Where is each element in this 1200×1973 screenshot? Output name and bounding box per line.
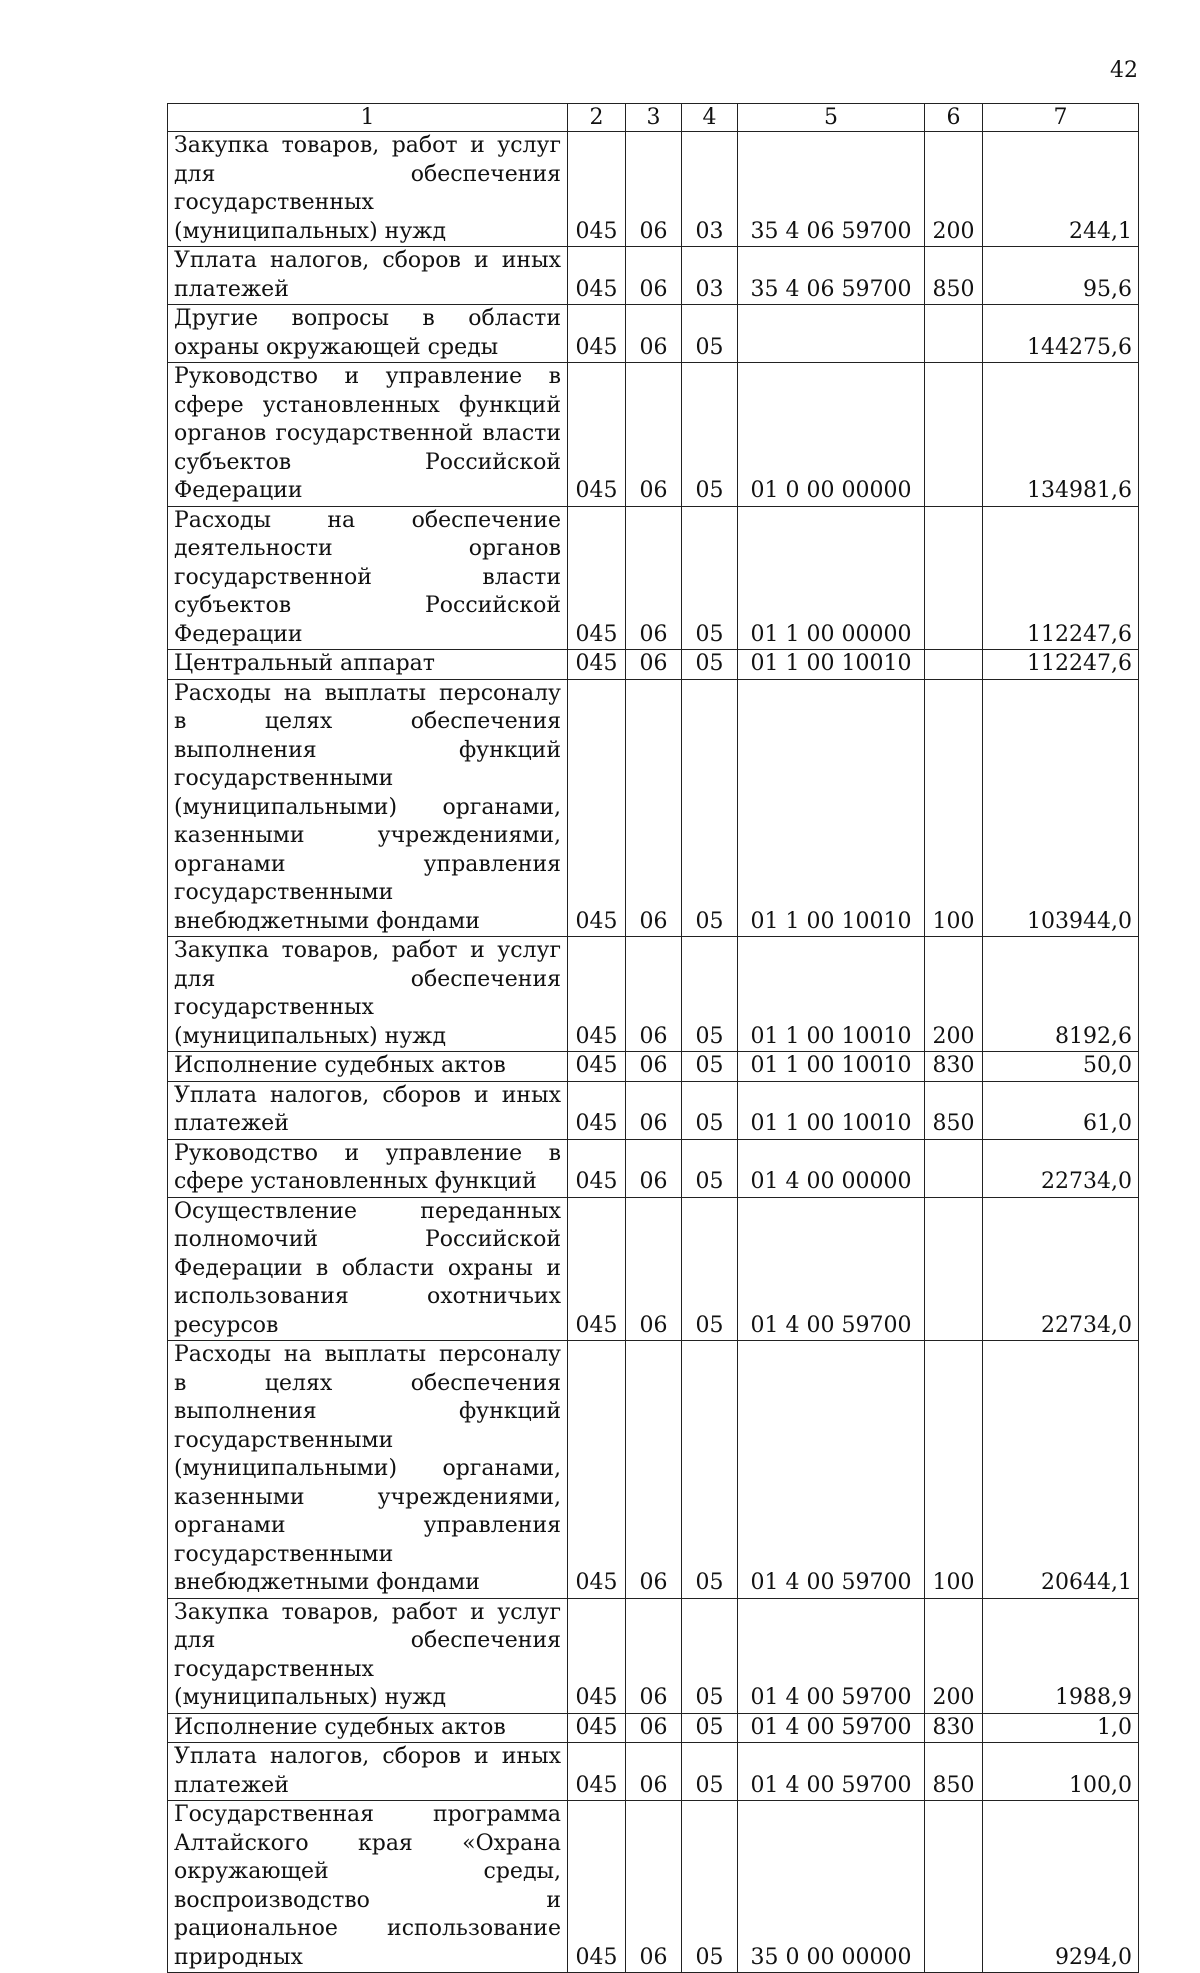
row-target-article: 01 1 00 10010 [738,1081,925,1139]
row-name: Уплата налогов, сборов и иных платежей [168,1743,568,1801]
row-name: Закупка товаров, работ и услуг для обеспечения государственных (муниципальных) нужд [168,937,568,1052]
row-admin-code: 045 [568,132,626,247]
row-expense-type: 200 [925,1598,983,1713]
row-section-code: 06 [626,305,682,363]
row-section-code: 06 [626,937,682,1052]
row-admin-code: 045 [568,1341,626,1599]
row-section-code: 06 [626,1341,682,1599]
row-expense-type [925,506,983,650]
row-name: Закупка товаров, работ и услуг для обеспечения государственных (муниципальных) нужд [168,132,568,247]
row-amount: 8192,6 [983,937,1139,1052]
row-section-code: 06 [626,1197,682,1341]
row-expense-type: 830 [925,1052,983,1082]
row-subsection-code: 03 [682,247,738,305]
row-amount: 22734,0 [983,1197,1139,1341]
row-target-article: 01 4 00 59700 [738,1598,925,1713]
table-row [168,363,1139,507]
row-target-article: 01 1 00 00000 [738,506,925,650]
row-subsection-code: 05 [682,1081,738,1139]
row-expense-type: 200 [925,937,983,1052]
row-admin-code: 045 [568,937,626,1052]
row-name: Исполнение судебных актов [168,1052,568,1082]
table-row [168,506,1139,650]
header-col-6: 6 [925,104,983,132]
row-amount: 112247,6 [983,506,1139,650]
row-admin-code: 045 [568,1598,626,1713]
row-section-code: 06 [626,1081,682,1139]
table-row [168,1801,1139,1973]
row-subsection-code: 05 [682,506,738,650]
row-amount: 244,1 [983,132,1139,247]
table-row [168,1743,1139,1801]
row-subsection-code: 05 [682,1139,738,1197]
row-expense-type: 850 [925,1743,983,1801]
row-section-code: 06 [626,1139,682,1197]
row-admin-code: 045 [568,305,626,363]
row-amount: 22734,0 [983,1139,1139,1197]
table-row [168,1341,1139,1599]
row-expense-type [925,363,983,507]
row-amount: 144275,6 [983,305,1139,363]
row-target-article: 35 0 00 00000 [738,1801,925,1973]
row-section-code: 06 [626,1743,682,1801]
row-expense-type [925,1801,983,1973]
row-name: Расходы на обеспечение деятельности органов государственной власти субъектов Российской Федерации [168,506,568,650]
row-expense-type: 850 [925,1081,983,1139]
row-admin-code: 045 [568,1052,626,1082]
row-admin-code: 045 [568,1743,626,1801]
row-expense-type: 830 [925,1713,983,1743]
row-expense-type: 100 [925,679,983,937]
row-subsection-code: 05 [682,650,738,680]
row-target-article: 01 4 00 59700 [738,1743,925,1801]
table-row [168,247,1139,305]
page-number: 42 [1110,58,1138,83]
row-subsection-code: 05 [682,363,738,507]
row-subsection-code: 03 [682,132,738,247]
row-target-article: 01 0 00 00000 [738,363,925,507]
row-section-code: 06 [626,363,682,507]
table-row [168,305,1139,363]
table-row [168,650,1139,680]
row-expense-type: 100 [925,1341,983,1599]
row-section-code: 06 [626,679,682,937]
row-subsection-code: 05 [682,305,738,363]
row-admin-code: 045 [568,650,626,680]
header-col-2: 2 [568,104,626,132]
header-col-7: 7 [983,104,1139,132]
row-subsection-code: 05 [682,1743,738,1801]
table-row [168,1052,1139,1082]
row-target-article [738,305,925,363]
row-amount: 95,6 [983,247,1139,305]
row-admin-code: 045 [568,1801,626,1973]
row-target-article: 01 4 00 59700 [738,1197,925,1341]
row-target-article: 01 1 00 10010 [738,1052,925,1082]
row-subsection-code: 05 [682,1197,738,1341]
row-name: Уплата налогов, сборов и иных платежей [168,247,568,305]
row-section-code: 06 [626,1801,682,1973]
row-expense-type: 850 [925,247,983,305]
row-admin-code: 045 [568,363,626,507]
table-row [168,132,1139,247]
row-admin-code: 045 [568,1713,626,1743]
row-section-code: 06 [626,1052,682,1082]
row-name: Государственная программа Алтайского края «Охрана окружающей среды, воспроизводство и рациональное использование природных [168,1801,568,1973]
row-target-article: 01 1 00 10010 [738,650,925,680]
row-subsection-code: 05 [682,937,738,1052]
row-target-article: 01 4 00 00000 [738,1139,925,1197]
header-col-4: 4 [682,104,738,132]
table-row [168,1081,1139,1139]
row-name: Расходы на выплаты персоналу в целях обеспечения выполнения функций государственными (муниципальными) органами, казенными учреждениями, органами управления государственными внебюджетными фондами [168,1341,568,1599]
row-expense-type [925,650,983,680]
row-amount: 20644,1 [983,1341,1139,1599]
row-amount: 9294,0 [983,1801,1139,1973]
row-subsection-code: 05 [682,679,738,937]
header-col-5: 5 [738,104,925,132]
row-amount: 50,0 [983,1052,1139,1082]
row-name: Исполнение судебных актов [168,1713,568,1743]
row-section-code: 06 [626,247,682,305]
budget-table [167,103,1139,1973]
row-amount: 61,0 [983,1081,1139,1139]
row-subsection-code: 05 [682,1052,738,1082]
table-row [168,679,1139,937]
row-expense-type [925,1139,983,1197]
row-amount: 1,0 [983,1713,1139,1743]
row-target-article: 35 4 06 59700 [738,132,925,247]
row-name: Уплата налогов, сборов и иных платежей [168,1081,568,1139]
row-admin-code: 045 [568,247,626,305]
row-name: Центральный аппарат [168,650,568,680]
row-subsection-code: 05 [682,1801,738,1973]
row-subsection-code: 05 [682,1598,738,1713]
header-col-1: 1 [168,104,568,132]
header-col-3: 3 [626,104,682,132]
row-subsection-code: 05 [682,1341,738,1599]
row-admin-code: 045 [568,679,626,937]
row-expense-type [925,1197,983,1341]
row-name: Осуществление переданных полномочий Российской Федерации в области охраны и использования охотничьих ресурсов [168,1197,568,1341]
row-name: Закупка товаров, работ и услуг для обеспечения государственных (муниципальных) нужд [168,1598,568,1713]
row-admin-code: 045 [568,1081,626,1139]
row-name: Другие вопросы в области охраны окружающей среды [168,305,568,363]
row-amount: 134981,6 [983,363,1139,507]
row-target-article: 01 1 00 10010 [738,679,925,937]
row-target-article: 01 4 00 59700 [738,1341,925,1599]
row-amount: 100,0 [983,1743,1139,1801]
table-row [168,1713,1139,1743]
row-amount: 112247,6 [983,650,1139,680]
row-section-code: 06 [626,1713,682,1743]
row-section-code: 06 [626,650,682,680]
row-name: Расходы на выплаты персоналу в целях обеспечения выполнения функций государственными (муниципальными) органами, казенными учреждениями, органами управления государственными внебюджетными фондами [168,679,568,937]
row-section-code: 06 [626,1598,682,1713]
row-target-article: 01 4 00 59700 [738,1713,925,1743]
row-admin-code: 045 [568,1197,626,1341]
table-row [168,1139,1139,1197]
table-row [168,1197,1139,1341]
row-admin-code: 045 [568,1139,626,1197]
row-amount: 103944,0 [983,679,1139,937]
row-expense-type [925,305,983,363]
row-target-article: 01 1 00 10010 [738,937,925,1052]
header-row [168,104,1139,132]
row-section-code: 06 [626,132,682,247]
row-name: Руководство и управление в сфере установленных функций [168,1139,568,1197]
row-target-article: 35 4 06 59700 [738,247,925,305]
row-section-code: 06 [626,506,682,650]
row-admin-code: 045 [568,506,626,650]
row-subsection-code: 05 [682,1713,738,1743]
row-expense-type: 200 [925,132,983,247]
row-amount: 1988,9 [983,1598,1139,1713]
row-name: Руководство и управление в сфере установленных функций органов государственной власти субъектов Российской Федерации [168,363,568,507]
table-row [168,937,1139,1052]
